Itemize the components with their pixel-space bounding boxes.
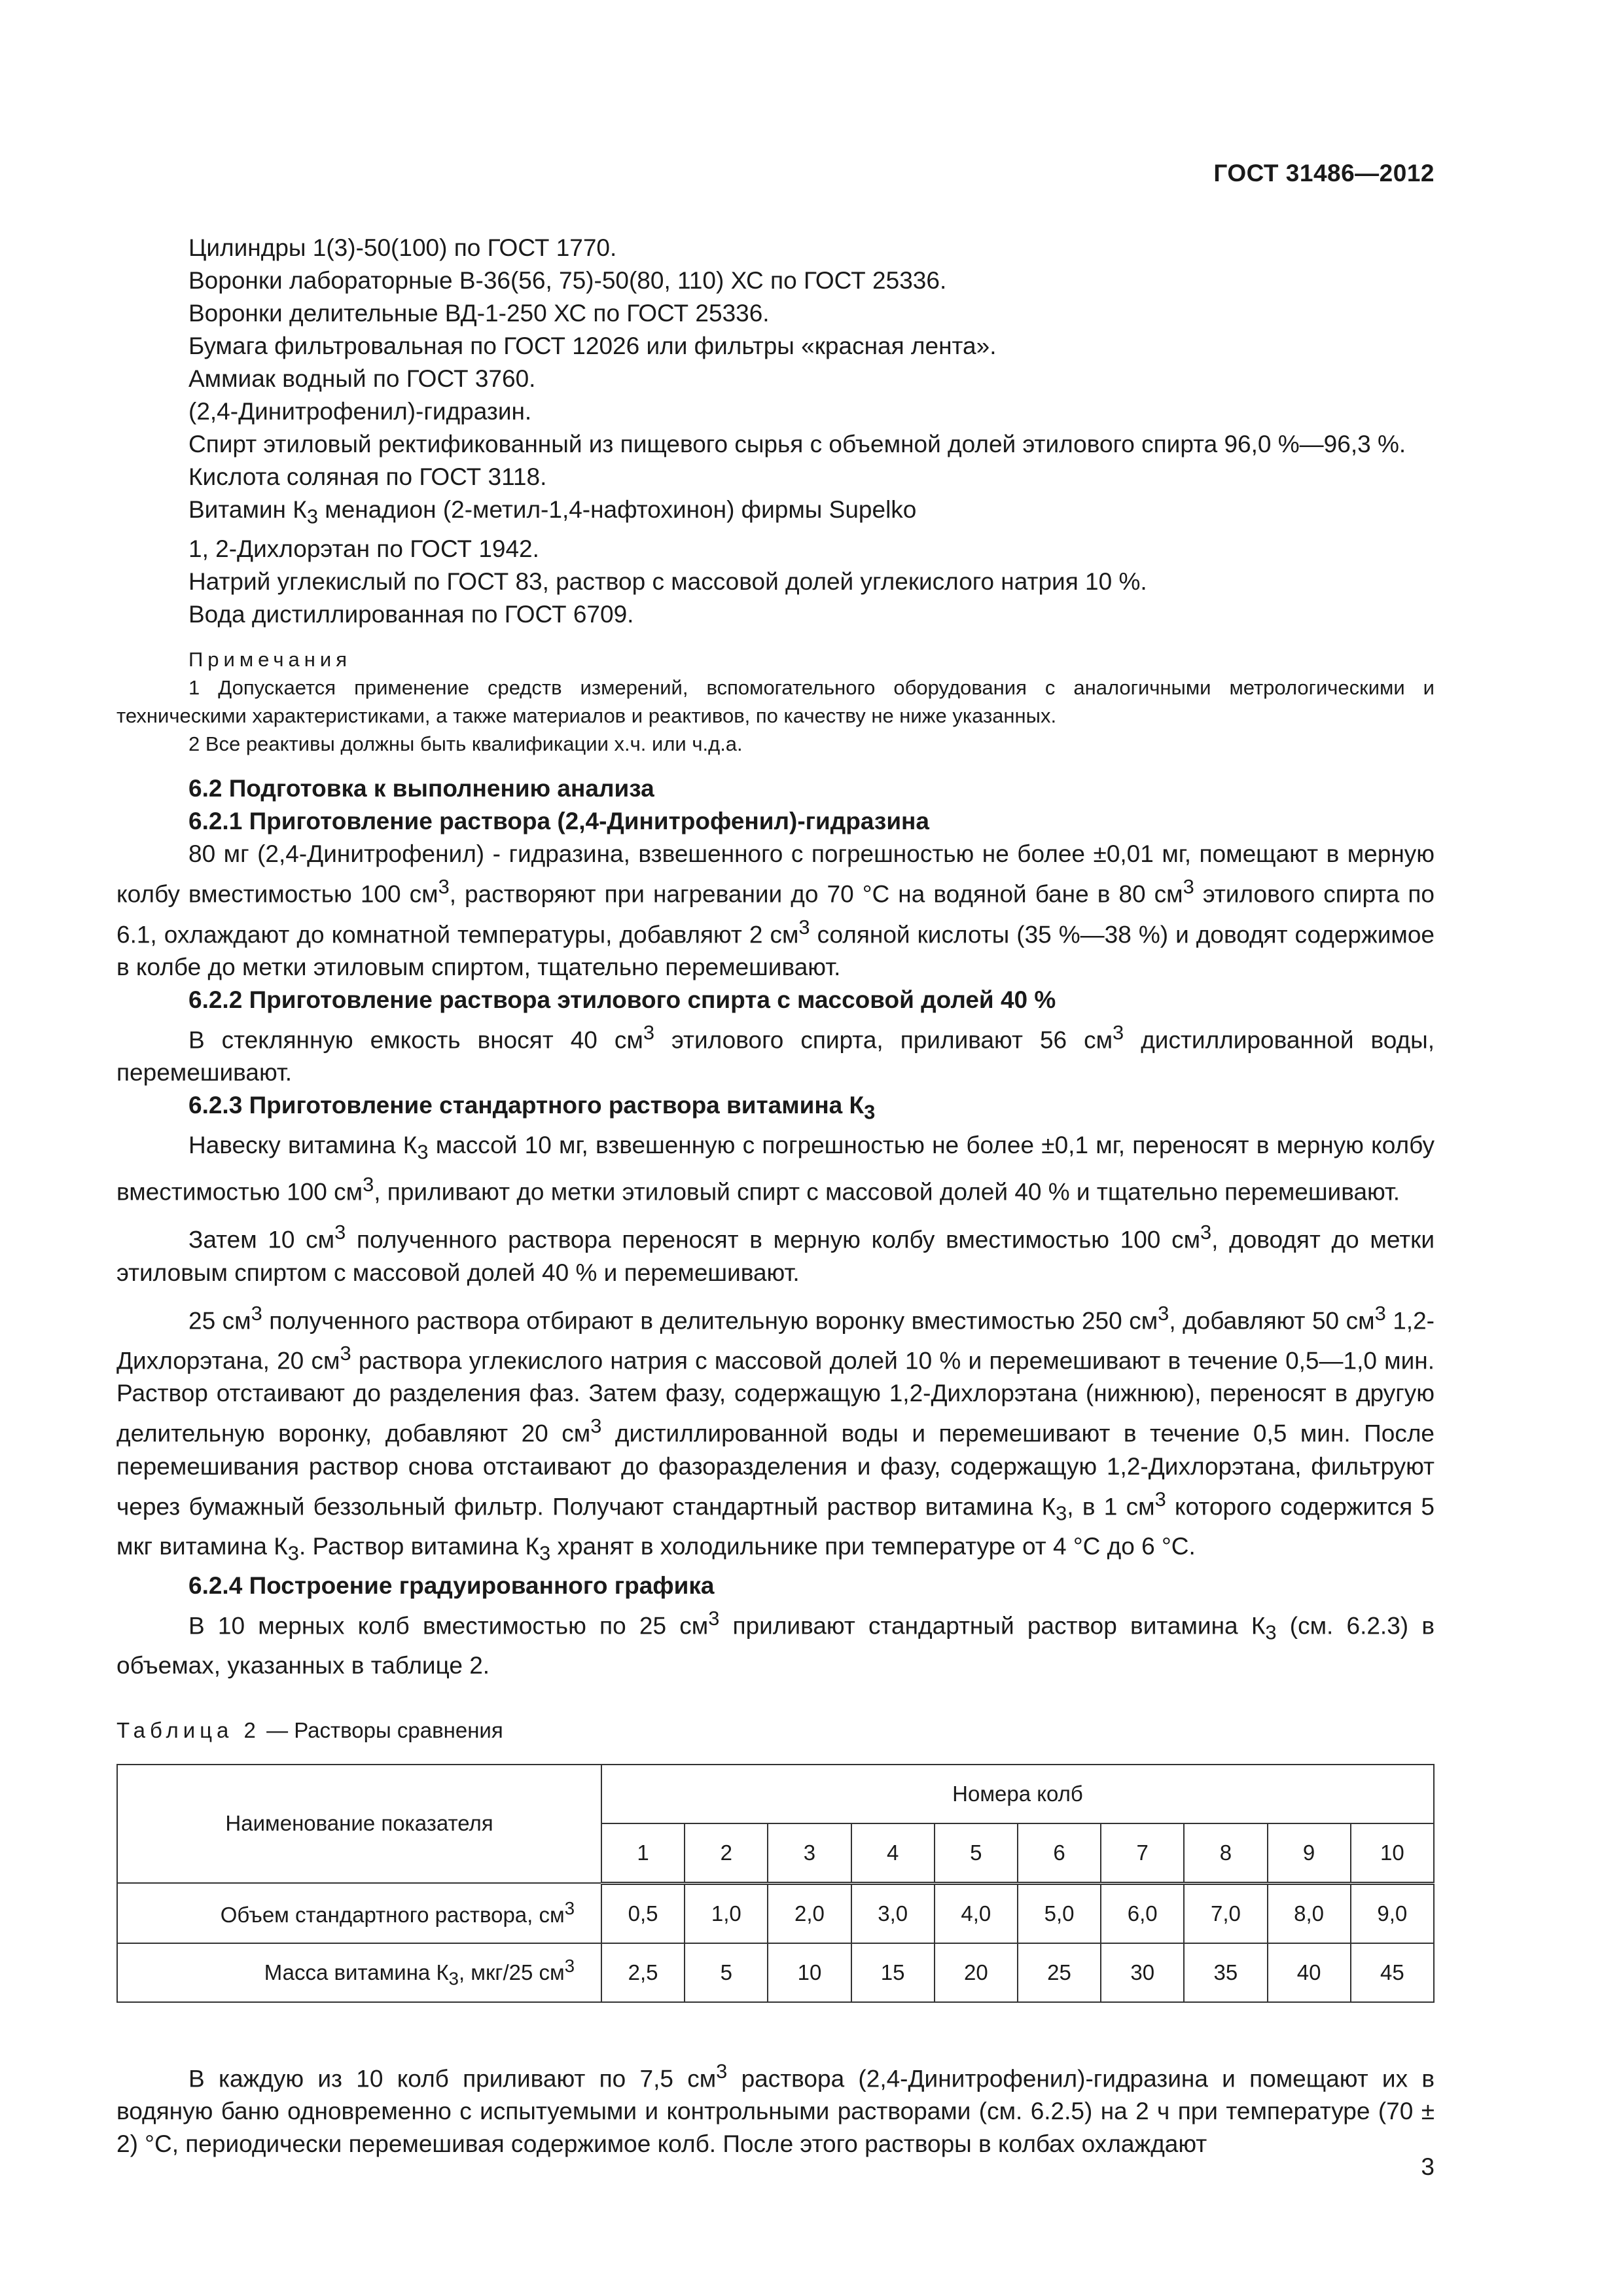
section-6-2-3-title: 6.2.3 Приготовление стандартного раствора витамина $К_3$ xyxy=(188,1092,876,1124)
column-header-name: Наименование показателя xyxy=(117,1765,601,1884)
list-item: Аммиак водный по ГОСТ 3760. xyxy=(188,365,536,392)
comparison-table xyxy=(116,1764,1435,2003)
table-cell: 45 xyxy=(1351,1943,1434,2002)
section-6-2-2-title: 6.2.2 Приготовление раствора этилового спирта с массовой долей 40 % xyxy=(188,986,1056,1014)
section-6-2-1-text: 80 мг (2,4-Динитрофенил) - гидразина, взвешенного с погрешностью не более ±0,01 мг, помещают в мерную колбу вместимостью 100 $см^3$, растворяют при нагревании до 70 °С на водяной бане в 80 $см^3$ этилового спирта по 6.1, охлаждают до комнатной температуры, добавляют 2 $см^3$ соляной кислоты (35 %—38 %) и доводят содержимое в колбе до метки этиловым спиртом, тщательно перемешивают. xyxy=(116,840,1435,981)
table-cell: 3,0 xyxy=(851,1883,935,1943)
section-6-2-3-text-1: Навеску витамина $К_3$ массой 10 мг, взвешенную с погрешностью не более ±0,1 мг, переносят в мерную колбу вместимостью 100 $см^3$, приливают до метки этиловый спирт с массовой долей 40 % и тщательно перемешивают. xyxy=(116,1131,1435,1206)
list-item: Натрий углекислый по ГОСТ 83, раствор с массовой долей углекислого натрия 10 %. xyxy=(188,568,1147,596)
table-caption: Таблица 2 — Растворы сравнения xyxy=(116,1717,503,1742)
flask-number: 6 xyxy=(1018,1823,1101,1884)
table-cell: 6,0 xyxy=(1101,1883,1184,1943)
table-cell: 20 xyxy=(935,1943,1018,2002)
table-cell: 2,0 xyxy=(768,1883,851,1943)
equipment-list xyxy=(116,232,1435,428)
section-6-2-2-text: В стеклянную емкость вносят 40 $см^3$ этилового спирта, приливают 56 $см^3$ дистиллированной воды, перемешивают. xyxy=(116,1021,1435,1086)
list-item: (2,4-Динитрофенил)-гидразин. xyxy=(188,398,532,425)
table-cell: 0,5 xyxy=(601,1883,685,1943)
table-row xyxy=(117,1883,1434,1943)
table-cell: 35 xyxy=(1184,1943,1267,2002)
flask-number: 2 xyxy=(685,1823,768,1884)
flask-number: 4 xyxy=(851,1823,935,1884)
flask-number: 8 xyxy=(1184,1823,1267,1884)
document-page xyxy=(116,0,1435,2296)
vitamin-item: Витамин $К_3$ менадион (2-метил-1,4-нафтохинон) фирмы Supelko xyxy=(188,496,917,528)
list-item: Воронки лабораторные В-36(56, 75)-50(80, 110) ХС по ГОСТ 25336. xyxy=(188,267,947,294)
row-name-volume: Объем стандартного раствора, $см^3$ xyxy=(117,1883,601,1943)
notes-block xyxy=(116,645,1435,758)
table-cell: 1,0 xyxy=(685,1883,768,1943)
table-cell: 7,0 xyxy=(1184,1883,1267,1943)
table-cell: 5 xyxy=(685,1943,768,2002)
list-item: Вода дистиллированная по ГОСТ 6709. xyxy=(188,601,634,628)
notes-title: Примечания xyxy=(188,648,351,672)
table-row xyxy=(117,1943,1434,2002)
section-6-2-3-text-2: Затем 10 $см^3$ полученного раствора переносят в мерную колбу вместимостью 100 $см^3$, доводят до метки этиловым спиртом с массовой долей 40 % и перемешивают. xyxy=(116,1221,1435,1286)
table-cell: 8,0 xyxy=(1268,1883,1351,1943)
list-item: Цилиндры 1(3)-50(100) по ГОСТ 1770. xyxy=(188,234,617,261)
section-6-2-4-title: 6.2.4 Построение градуированного графика xyxy=(188,1571,715,1599)
acid-item: Кислота соляная по ГОСТ 3118. xyxy=(188,463,547,490)
flask-number: 5 xyxy=(935,1823,1018,1884)
section-6-2-title: 6.2 Подготовка к выполнению анализа xyxy=(188,775,654,802)
flask-number: 9 xyxy=(1268,1823,1351,1884)
table-cell: 9,0 xyxy=(1351,1883,1434,1943)
note-2: 2 Все реактивы должны быть квалификации х.ч. или ч.д.а. xyxy=(188,732,743,756)
page-number: 3 xyxy=(1421,2153,1435,2180)
table-cell: 5,0 xyxy=(1018,1883,1101,1943)
table-cell: 10 xyxy=(768,1943,851,2002)
table-cell: 15 xyxy=(851,1943,935,2002)
section-6-2-4-text: В 10 мерных колб вместимостью по 25 $см^3$ приливают стандартный раствор витамина $К_3$ (см. 6.2.3) в объемах, указанных в таблице 2. xyxy=(116,1606,1435,1679)
flask-number: 7 xyxy=(1101,1823,1184,1884)
final-paragraph: В каждую из 10 колб приливают по 7,5 $см^3$ раствора (2,4-Динитрофенил)-гидразина и помещают их в водяную баню одновременно с испытуемыми и контрольными растворами (см. 6.2.5) на 2 ч при температуре (70 ± 2) °С, периодически перемешивая содержимое колб. После этого растворы в колбах охлаждают xyxy=(116,2059,1435,2157)
table-cell: 25 xyxy=(1018,1943,1101,2002)
doc-code-header: ГОСТ 31486—2012 xyxy=(1213,160,1435,187)
document-body xyxy=(116,232,1435,2161)
ethanol-item: Спирт этиловый ректификованный из пищевого сырья с объемной долей этилового спирта 96,0 %—96,3 %. xyxy=(188,431,1406,457)
table-cell: 4,0 xyxy=(935,1883,1018,1943)
column-group-flasks: Номера колб xyxy=(601,1765,1434,1823)
table-cell: 40 xyxy=(1268,1943,1351,2002)
section-6-2-3-text-3: 25 $см^3$ полученного раствора отбирают в делительную воронку вместимостью 250 $см^3$, добавляют 50 $см^3$ 1,2-Дихлорэтана, 20 $см^3$ раствора углекислого натрия с массовой долей 10 % и перемешивают в течение 0,5—1,0 мин. Раствор отстаивают до разделения фаз. Затем фазу, содержащую 1,2-Дихлорэтана (нижнюю), переносят в другую делительную воронку, добавляют 20 $см^3$ дистиллированной воды и перемешивают в течение 0,5 мин. После перемешивания раствор снова отстаивают до фазоразделения и фазу, содержащую 1,2-Дихлорэтана, фильтруют через бумажный беззольный фильтр. Получают стандартный раствор витамина $К_3$, в 1 $см^3$ которого содержится 5 мкг витамина $К_3$. Раствор витамина $К_3$ хранят в холодильнике при температуре от 4 °С до 6 °С. xyxy=(116,1301,1435,1564)
flask-number: 3 xyxy=(768,1823,851,1884)
flask-number: 1 xyxy=(601,1823,685,1884)
flask-number: 10 xyxy=(1351,1823,1434,1884)
list-item: 1, 2-Дихлорэтан по ГОСТ 1942. xyxy=(188,535,539,563)
row-name-mass: Масса витамина $К_3$, мкг/25 $см^3$ xyxy=(117,1943,601,2002)
section-6-2-1-title: 6.2.1 Приготовление раствора (2,4-Динитрофенил)-гидразина xyxy=(188,808,929,835)
table-cell: 30 xyxy=(1101,1943,1184,2002)
list-item: Бумага фильтровальная по ГОСТ 12026 или фильтры «красная лента». xyxy=(188,332,997,359)
note-1: 1 Допускается применение средств измерений, вспомогательного оборудования с аналогичными метрологическими и техническими характеристиками, а также материалов и реактивов, по качеству не ниже указанных. xyxy=(116,676,1435,728)
list-item: Воронки делительные ВД-1-250 ХС по ГОСТ 25336. xyxy=(188,300,770,327)
table-cell: 2,5 xyxy=(601,1943,685,2002)
